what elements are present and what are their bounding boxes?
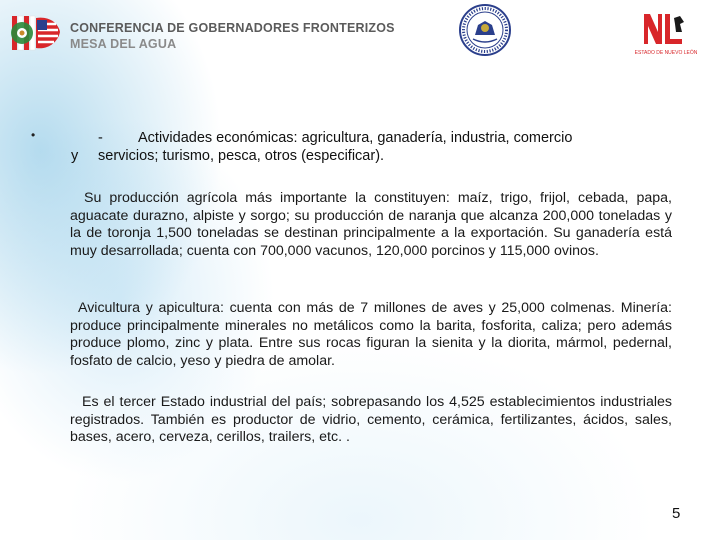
bullet-dash: - [98,130,103,146]
conference-subtitle: MESA DEL AGUA [70,37,177,51]
border-governors-flags-logo [8,12,64,54]
bullet-continuation-text: servicios; turismo, pesca, otros (especificar). [98,148,385,164]
paragraph-agriculture: Su producción agrícola más importante la constituyen: maíz, trigo, frijol, cebada, papa, aguacate durazno, alpiste y sorgo; su producción de naranja que alcanza 200,000 toneladas y la de toronja 1,500 toneladas se destinan principalmente a la exportación. Su ganadería está muy desarrollada; cuenta con 700,000 vacunos, 120,000 porcinos y 115,000 ovinos. [70,190,672,259]
paragraph-poultry-mining: Avicultura y apicultura: cuenta con más de 7 millones de aves y 25,000 colmenas. Minería: produce principalmente minerales no metálicos como la barita, fosforita, caliza; pero además produce plomo, zinc y plata. Entre sus rocas figuran la sienita y la diorita, mármol, pedernal, fosfato de calcio, yeso y piedra de amolar. [70,300,672,369]
page-number: 5 [672,505,681,522]
bullet-heading-text: Actividades económicas: agricultura, ganadería, industria, comercio [138,130,573,146]
bullet-line-1 [98,130,572,146]
nl-logo-caption: ESTADO DE NUEVO LEÓN [634,50,698,56]
nuevo-leon-logo [634,10,698,58]
state-seal-emblem [458,3,512,57]
conference-title: CONFERENCIA DE GOBERNADORES FRONTERIZOS [70,21,395,35]
bullet-line-2 [71,148,384,164]
bullet-marker: • [31,128,36,142]
slide-header [0,0,720,70]
paragraph-industry: Es el tercer Estado industrial del país; sobrepasando los 4,525 establecimientos industriales registrados. También es productor de vidrio, cemento, cerámica, fertilizantes, ácidos, sales, bases, acero, cerveza, cerillos, trailers, etc. . [70,394,672,446]
bullet-conjunction: y [71,148,79,164]
